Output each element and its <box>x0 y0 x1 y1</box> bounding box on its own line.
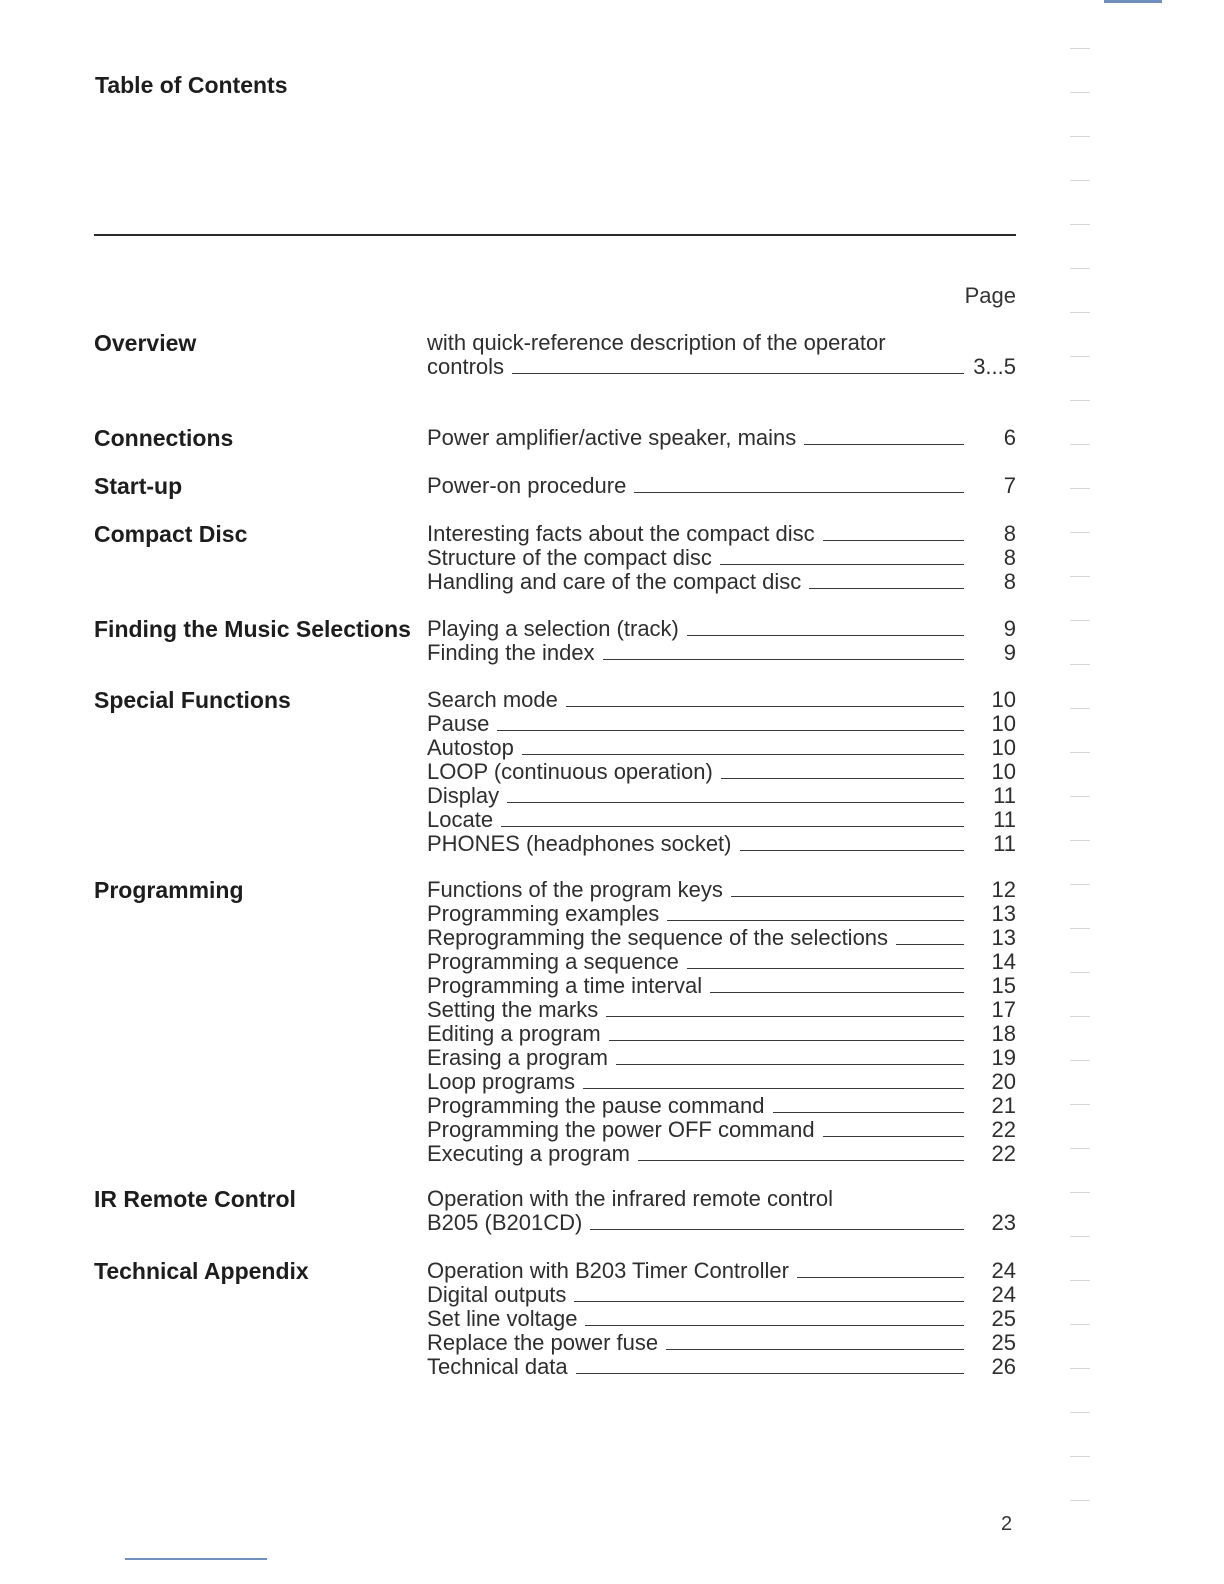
dot-leader-line <box>823 1136 964 1137</box>
margin-tick <box>1070 1060 1090 1061</box>
entry-page: 10 <box>991 711 1016 736</box>
margin-tick <box>1070 620 1090 621</box>
toc-entry <box>427 1046 1016 1070</box>
dot-leader-line <box>666 1349 964 1350</box>
toc-entry <box>427 546 1016 570</box>
margin-tick <box>1070 400 1090 401</box>
entry-label: PHONES (headphones socket) <box>427 831 732 856</box>
toc-entry <box>427 878 1016 902</box>
section-title: IR Remote Control <box>94 1186 296 1212</box>
toc-entry <box>427 926 1016 950</box>
dot-leader-line <box>809 588 964 589</box>
dot-leader-line <box>797 1277 964 1278</box>
dot-leader-line <box>731 896 964 897</box>
entry-page: 10 <box>991 735 1016 760</box>
margin-ticks <box>1070 48 1092 1548</box>
entry-page: 6 <box>1003 425 1016 450</box>
toc-entry <box>427 950 1016 974</box>
entry-page: 22 <box>991 1141 1016 1166</box>
margin-tick <box>1070 1500 1090 1501</box>
dot-leader-line <box>667 920 964 921</box>
entry-page: 11 <box>993 783 1016 808</box>
margin-tick <box>1070 1236 1090 1237</box>
entry-label: Interesting facts about the compact disc <box>427 521 815 546</box>
entry-label: Power-on procedure <box>427 473 627 498</box>
margin-tick <box>1070 356 1090 357</box>
dot-leader-line <box>638 1160 964 1161</box>
entry-page: 24 <box>991 1282 1016 1307</box>
entry-label: with quick-reference description of the operator <box>427 330 886 355</box>
toc-entry <box>427 688 1016 712</box>
dot-leader-line <box>609 1040 964 1041</box>
entry-page: 25 <box>991 1330 1016 1355</box>
entry-page: 15 <box>991 973 1016 998</box>
entry-label: Erasing a program <box>427 1045 608 1070</box>
entry-label: Loop programs <box>427 1069 575 1094</box>
entry-label: Handling and care of the compact disc <box>427 569 802 594</box>
entry-label: Locate <box>427 807 494 832</box>
entry-label: Autostop <box>427 735 514 760</box>
margin-tick <box>1070 796 1090 797</box>
section-title: Programming <box>94 877 244 903</box>
entry-page: 20 <box>991 1069 1016 1094</box>
toc-entry <box>427 712 1016 736</box>
entry-list <box>427 426 1016 450</box>
entry-list <box>427 474 1016 498</box>
entry-page: 9 <box>1003 616 1016 641</box>
margin-tick <box>1070 1368 1090 1369</box>
entry-label: Programming examples <box>427 901 660 926</box>
entry-label: Search mode <box>427 687 558 712</box>
entry-list <box>427 1259 1016 1379</box>
entry-label: Setting the marks <box>427 997 599 1022</box>
toc-entry <box>427 1094 1016 1118</box>
toc-entry <box>427 426 1016 450</box>
entry-label: Editing a program <box>427 1021 601 1046</box>
entry-list <box>427 878 1016 1166</box>
entry-list <box>427 331 1016 379</box>
section-title: Compact Disc <box>94 521 248 547</box>
dot-leader-line <box>574 1301 964 1302</box>
entry-label: B205 (B201CD) <box>427 1210 583 1235</box>
toc-entry <box>427 760 1016 784</box>
margin-tick <box>1070 532 1090 533</box>
dot-leader-line <box>616 1064 964 1065</box>
entry-label: Technical data <box>427 1354 568 1379</box>
toc-entry <box>427 902 1016 926</box>
entry-label: Digital outputs <box>427 1282 567 1307</box>
entry-label: controls <box>427 354 505 379</box>
dot-leader-line <box>710 992 964 993</box>
dot-leader-line <box>576 1373 964 1374</box>
margin-tick <box>1070 312 1090 313</box>
toc-entry <box>427 1070 1016 1094</box>
margin-tick <box>1070 576 1090 577</box>
margin-tick <box>1070 1324 1090 1325</box>
toc-entry <box>427 784 1016 808</box>
dot-leader-line <box>590 1229 964 1230</box>
entry-list <box>427 1187 1016 1235</box>
toc-entry <box>427 1118 1016 1142</box>
entry-page: 19 <box>991 1045 1016 1070</box>
entry-label: Programming a sequence <box>427 949 679 974</box>
margin-tick <box>1070 488 1090 489</box>
margin-tick <box>1070 444 1090 445</box>
entry-label: Set line voltage <box>427 1306 578 1331</box>
toc-entry <box>427 1307 1016 1331</box>
toc-entry <box>427 1355 1016 1379</box>
entry-label: Structure of the compact disc <box>427 545 712 570</box>
entry-label: Reprogramming the sequence of the selections <box>427 925 889 950</box>
margin-tick <box>1070 48 1090 49</box>
margin-tick <box>1070 224 1090 225</box>
toc-entry <box>427 1259 1016 1283</box>
margin-tick <box>1070 1280 1090 1281</box>
dot-leader-line <box>687 968 964 969</box>
entry-page: 8 <box>1003 545 1016 570</box>
dot-leader-line <box>606 1016 964 1017</box>
entry-label: Finding the index <box>427 640 595 665</box>
dot-leader-line <box>720 564 964 565</box>
entry-label: Operation with B203 Timer Controller <box>427 1258 789 1283</box>
entry-page: 11 <box>993 831 1016 856</box>
entry-page: 8 <box>1003 569 1016 594</box>
section-title: Special Functions <box>94 687 291 713</box>
entry-list <box>427 617 1016 665</box>
dot-leader-line <box>721 778 964 779</box>
entry-page: 23 <box>991 1210 1016 1235</box>
title-rule <box>94 234 1016 236</box>
entry-label: LOOP (continuous operation) <box>427 759 713 784</box>
margin-tick <box>1070 664 1090 665</box>
entry-page: 9 <box>1003 640 1016 665</box>
entry-page: 10 <box>991 759 1016 784</box>
margin-tick <box>1070 708 1090 709</box>
entry-label: Playing a selection (track) <box>427 616 679 641</box>
margin-tick <box>1070 972 1090 973</box>
entry-page: 21 <box>991 1093 1016 1118</box>
dot-leader-line <box>804 444 964 445</box>
toc-entry <box>427 1331 1016 1355</box>
margin-tick <box>1070 928 1090 929</box>
margin-tick <box>1070 752 1090 753</box>
dot-leader-line <box>634 492 964 493</box>
dot-leader-line <box>585 1325 964 1326</box>
toc-entry <box>427 736 1016 760</box>
entry-label: Programming the power OFF command <box>427 1117 815 1142</box>
scan-edge-mark-bottom <box>125 1558 267 1560</box>
toc-entry <box>427 1022 1016 1046</box>
scan-edge-mark-top <box>1104 0 1162 3</box>
margin-tick <box>1070 136 1090 137</box>
dot-leader-line <box>740 850 965 851</box>
toc-entry <box>427 1283 1016 1307</box>
entry-label: Display <box>427 783 500 808</box>
dot-leader-line <box>501 826 964 827</box>
dot-leader-line <box>583 1088 964 1089</box>
page-column-header: Page <box>964 283 1016 308</box>
entry-page: 12 <box>991 877 1016 902</box>
margin-tick <box>1070 1192 1090 1193</box>
toc-entry <box>427 331 1016 355</box>
entry-page: 18 <box>991 1021 1016 1046</box>
entry-label: Operation with the infrared remote control <box>427 1186 833 1211</box>
dot-leader-line <box>512 373 964 374</box>
entry-page: 10 <box>991 687 1016 712</box>
entry-label: Functions of the program keys <box>427 877 723 902</box>
section-title: Technical Appendix <box>94 1258 309 1284</box>
entry-page: 14 <box>991 949 1016 974</box>
entry-page: 22 <box>991 1117 1016 1142</box>
entry-page: 3...5 <box>973 354 1016 379</box>
entry-page: 7 <box>1003 473 1016 498</box>
entry-page: 26 <box>991 1354 1016 1379</box>
margin-tick <box>1070 1148 1090 1149</box>
dot-leader-line <box>687 635 964 636</box>
entry-label: Power amplifier/active speaker, mains <box>427 425 797 450</box>
margin-tick <box>1070 1016 1090 1017</box>
section-title: Finding the Music Selections <box>94 616 411 642</box>
entry-label: Programming a time interval <box>427 973 703 998</box>
toc-entry <box>427 808 1016 832</box>
toc-entry <box>427 1211 1016 1235</box>
section-title: Overview <box>94 330 197 356</box>
toc-entry <box>427 1187 1016 1211</box>
toc-entry <box>427 641 1016 665</box>
toc-entry <box>427 832 1016 856</box>
entry-list <box>427 522 1016 594</box>
entry-page: 13 <box>991 925 1016 950</box>
margin-tick <box>1070 268 1090 269</box>
section-title: Connections <box>94 425 234 451</box>
dot-leader-line <box>773 1112 965 1113</box>
margin-tick <box>1070 884 1090 885</box>
entry-page: 11 <box>993 807 1016 832</box>
toc-entry <box>427 1142 1016 1166</box>
toc-entry <box>427 998 1016 1022</box>
entry-label: Executing a program <box>427 1141 630 1166</box>
toc-entry <box>427 617 1016 641</box>
entry-page: 25 <box>991 1306 1016 1331</box>
margin-tick <box>1070 180 1090 181</box>
entry-page: 8 <box>1003 521 1016 546</box>
dot-leader-line <box>522 754 964 755</box>
entry-page: 24 <box>991 1258 1016 1283</box>
document-title: Table of Contents <box>95 72 288 98</box>
toc-entry <box>427 474 1016 498</box>
dot-leader-line <box>896 944 964 945</box>
dot-leader-line <box>603 659 964 660</box>
dot-leader-line <box>497 730 964 731</box>
dot-leader-line <box>566 706 964 707</box>
entry-list <box>427 688 1016 856</box>
margin-tick <box>1070 1104 1090 1105</box>
margin-tick <box>1070 1456 1090 1457</box>
entry-label: Replace the power fuse <box>427 1330 659 1355</box>
toc-entry <box>427 974 1016 998</box>
entry-label: Programming the pause command <box>427 1093 765 1118</box>
section-title: Start-up <box>94 473 183 499</box>
toc-entry <box>427 522 1016 546</box>
entry-page: 17 <box>991 997 1016 1022</box>
dot-leader-line <box>507 802 964 803</box>
margin-tick <box>1070 1412 1090 1413</box>
margin-tick <box>1070 92 1090 93</box>
page-number: 2 <box>1001 1513 1013 1535</box>
entry-label: Pause <box>427 711 490 736</box>
toc-entry <box>427 355 1016 379</box>
toc-entry <box>427 570 1016 594</box>
dot-leader-line <box>823 540 964 541</box>
margin-tick <box>1070 840 1090 841</box>
entry-page: 13 <box>991 901 1016 926</box>
